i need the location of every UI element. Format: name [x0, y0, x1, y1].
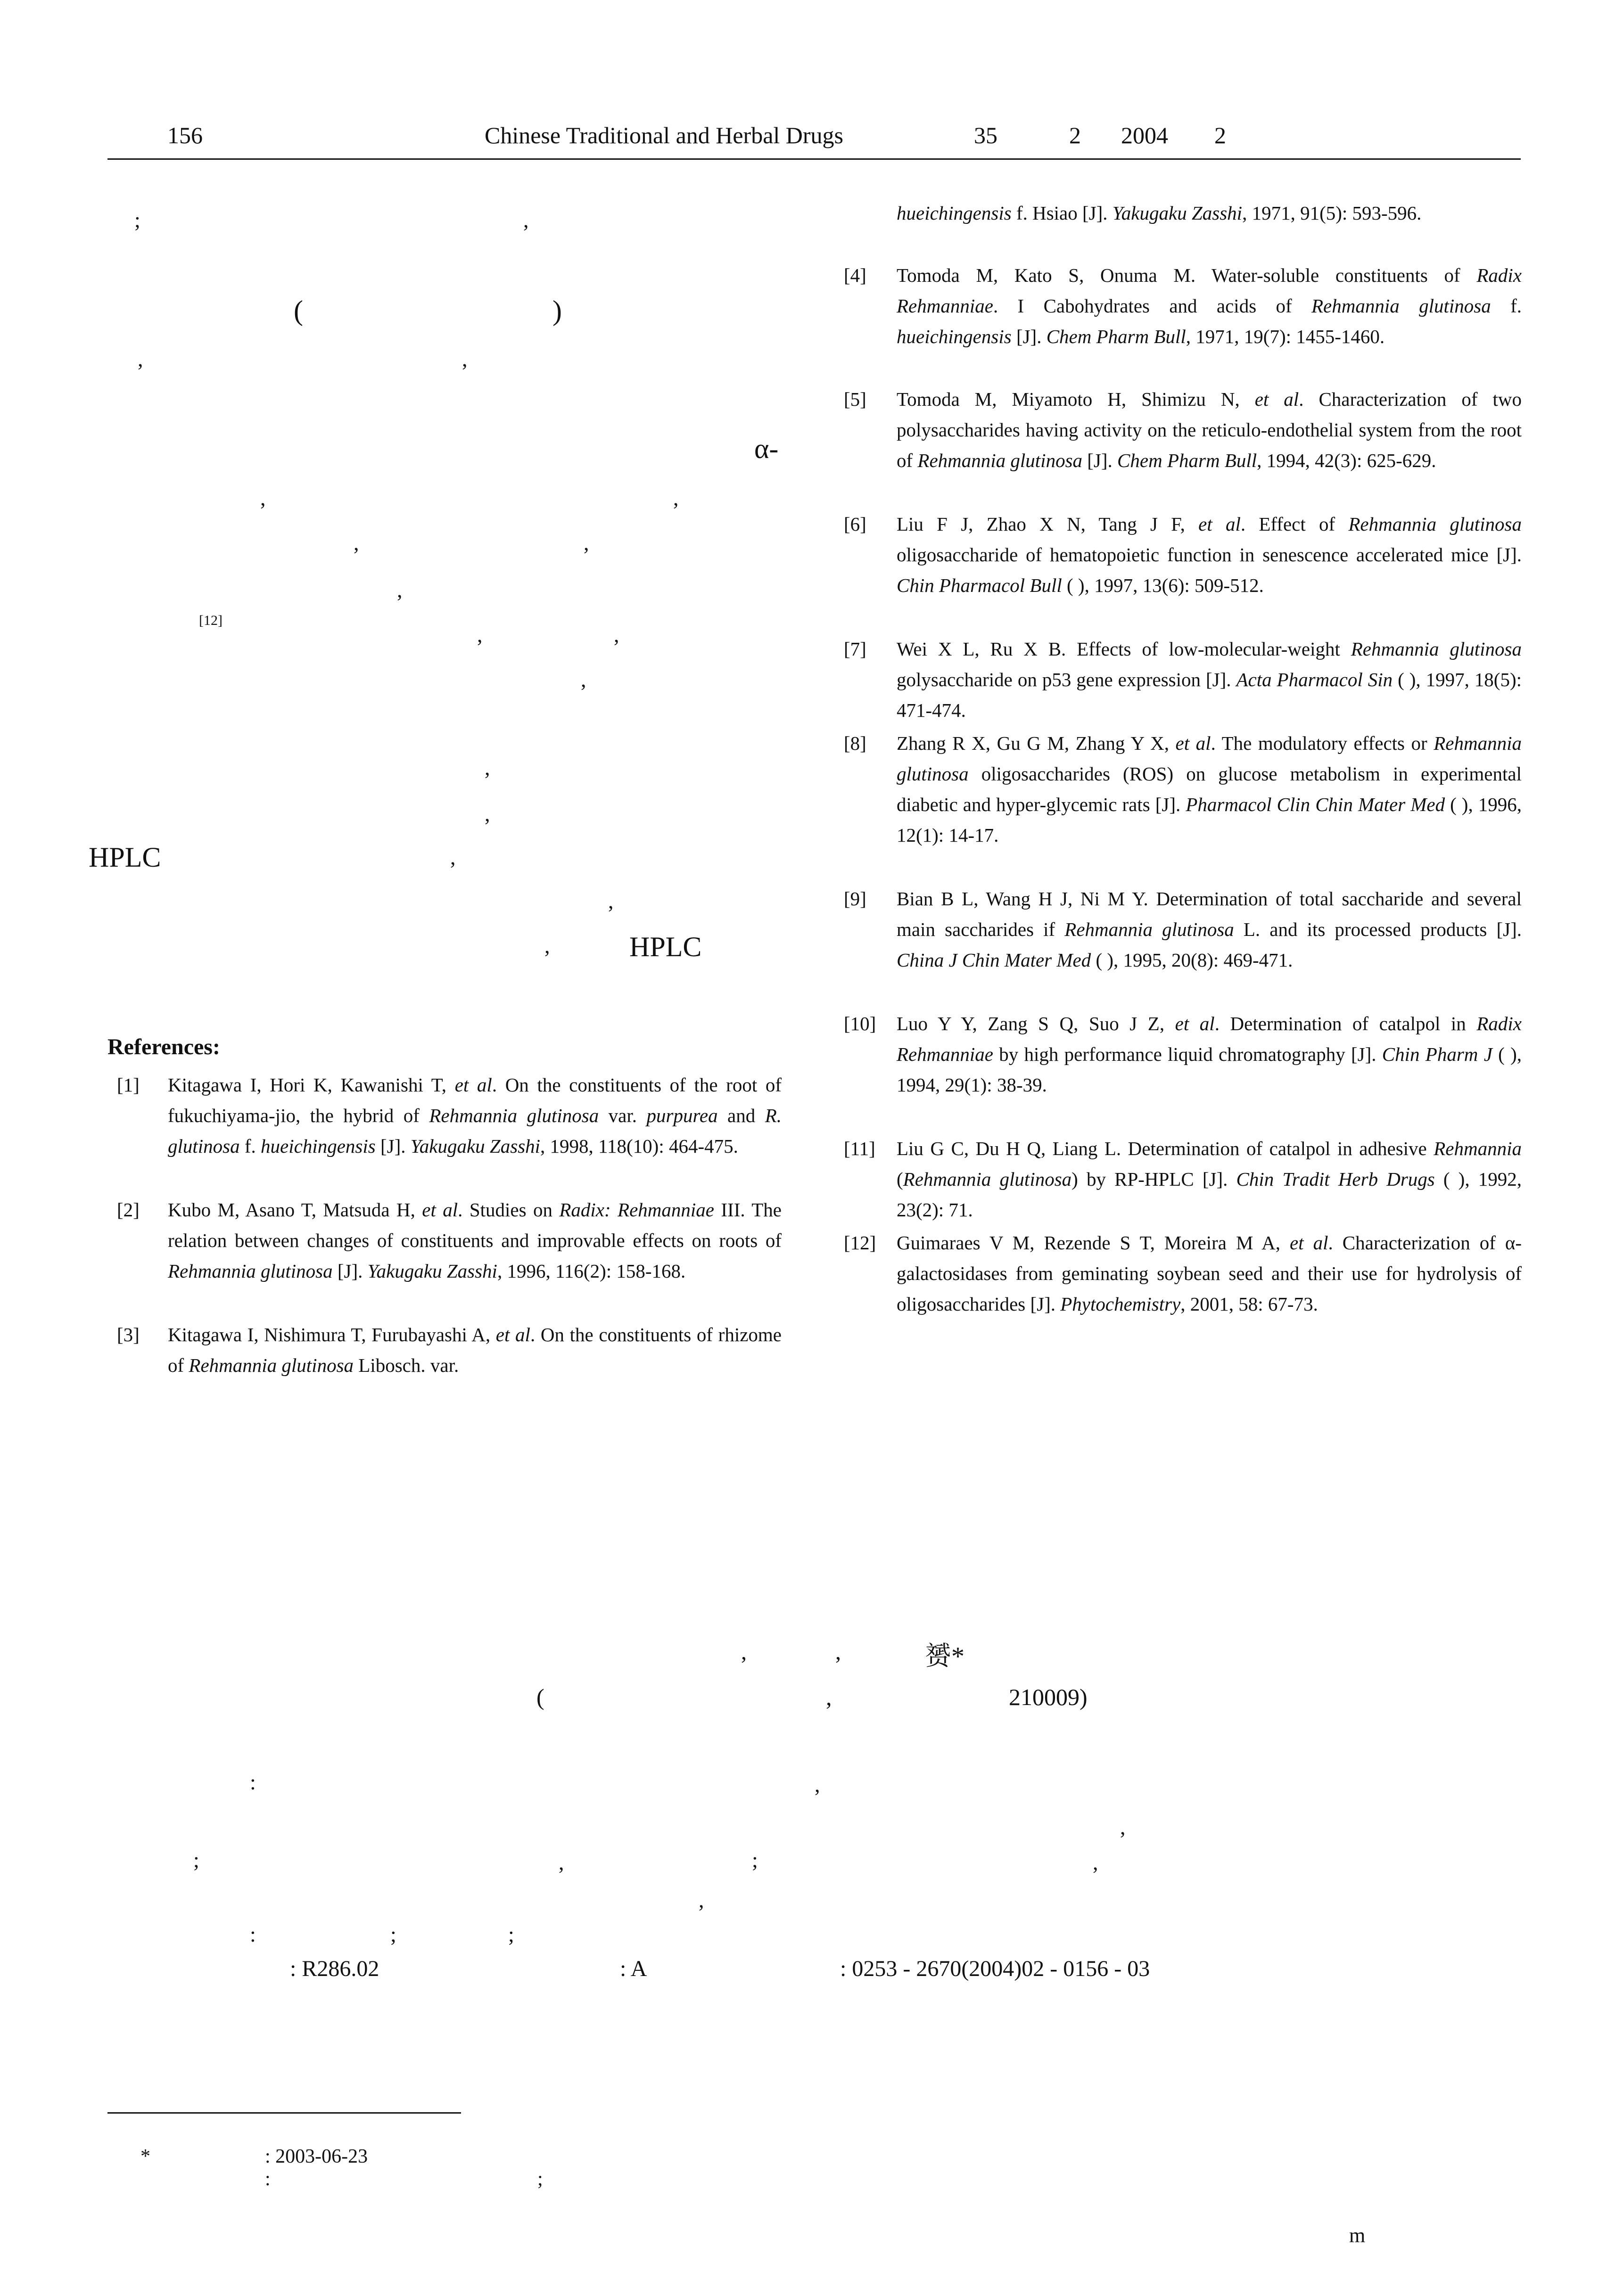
keywords-separator: ; [390, 1922, 396, 1946]
body-punct: , [523, 208, 529, 232]
reference-number: [5] [844, 388, 866, 410]
footnote-colon: : [265, 2168, 271, 2190]
reference-item [844, 1228, 1522, 1320]
references-heading: References: [107, 1034, 220, 1059]
reference-item [117, 1070, 782, 1162]
abstract-punct: , [699, 1888, 704, 1912]
reference-text: Guimaraes V M, Rezende S T, Moreira M A, et al. Characterization of α-galactosidases from geminating soybean seed and their use for hydrolysis of oligosaccharides [J]. Phytochemistry, 2001, 58: 67-73. [897, 1232, 1522, 1315]
body-punct: ; [134, 208, 140, 232]
body-punct: , [397, 578, 403, 602]
abstract-punct: ; [193, 1848, 199, 1872]
reference-number: [10] [844, 1013, 876, 1034]
reference-text: Tomoda M, Kato S, Onuma M. Water-soluble constituents of Radix Rehmanniae. I Cabohydrates and acids of Rehmannia glutinosa f. hueichingensis [J]. Chem Pharm Bull, 1971, 19(7): 1455-1460. [897, 264, 1522, 347]
corner-mark: m [1349, 2224, 1366, 2247]
document-code: : A [620, 1956, 647, 1981]
author-name-fragment: 赟* [925, 1642, 964, 1671]
abstract-punct: , [1120, 1815, 1126, 1839]
issue-number: 2 [1069, 122, 1081, 148]
reference-number: [4] [844, 264, 866, 286]
footnote-star: * [140, 2146, 150, 2167]
received-date: : 2003-06-23 [265, 2146, 368, 2167]
body-punct: ) [552, 295, 562, 326]
body-punct: ( [294, 295, 303, 326]
year: 2004 [1121, 122, 1168, 148]
reference-text: Bian B L, Wang H J, Ni M Y. Determination of total saccharide and several main saccharides if Rehmannia glutinosa L. and its processed products [J]. China J Chin Mater Med ( ), 1995, 20(8): 469-471. [897, 888, 1522, 971]
affiliation-separator: , [826, 1684, 832, 1710]
reference-item [117, 1320, 782, 1381]
reference-text: Wei X L, Ru X B. Effects of low-molecular-weight Rehmannia glutinosa golysaccharide on p53 gene expression [J]. Acta Pharmacol Sin ( ), 1997, 18(5): 471-474. [897, 638, 1522, 721]
reference-number: [3] [117, 1324, 140, 1345]
author-separator: , [835, 1640, 841, 1665]
keywords-separator: ; [508, 1922, 514, 1946]
month: 2 [1214, 122, 1226, 148]
body-punct: , [450, 845, 456, 869]
reference-number: [9] [844, 888, 866, 910]
reference-item [844, 728, 1522, 851]
journal-title: Chinese Traditional and Herbal Drugs [485, 122, 844, 148]
classification-number: : R286.02 [290, 1956, 379, 1981]
body-punct: , [608, 889, 614, 913]
reference-number: [6] [844, 513, 866, 535]
reference-text: Kitagawa I, Nishimura T, Furubayashi A, et al. On the constituents of rhizome of Rehmannia glutinosa Libosch. var. [168, 1324, 782, 1376]
reference-text: Liu F J, Zhao X N, Tang J F, et al. Effect of Rehmannia glutinosa oligosaccharide of hematopoietic function in senescence accelerated mice [J]. Chin Pharmacol Bull ( ), 1997, 13(6): 509-512. [897, 513, 1522, 596]
reference-item [844, 384, 1522, 476]
reference-text: Zhang R X, Gu G M, Zhang Y X, et al. The modulatory effects or Rehmannia glutinosa oligosaccharides (ROS) on glucose metabolism in experimental diabetic and hyper-glycemic rats [J]. Pharmacol Clin Chin Mater Med ( ), 1996, 12(1): 14-17. [897, 732, 1522, 846]
body-punct: , [581, 667, 586, 691]
reference-item [844, 884, 1522, 976]
reference-continuation: hueichingensis f. Hsiao [J]. Yakugaku Zasshi, 1971, 91(5): 593-596. [897, 202, 1422, 224]
alpha-symbol: α- [754, 433, 779, 464]
volume-number: 35 [974, 122, 997, 148]
header-rule [107, 158, 1521, 160]
reference-text: Liu G C, Du H Q, Liang L. Determination of catalpol in adhesive Rehmannia (Rehmannia glutinosa) by RP-HPLC [J]. Chin Tradit Herb Drugs ( ), 1992, 23(2): 71. [897, 1138, 1522, 1221]
body-punct: , [260, 486, 266, 510]
affiliation-postcode: 210009) [1009, 1684, 1088, 1710]
hplc-label: HPLC [629, 931, 702, 962]
body-punct: , [138, 347, 143, 371]
reference-number: [11] [844, 1138, 875, 1159]
author-separator: , [741, 1640, 747, 1665]
abstract-punct: , [559, 1850, 564, 1874]
reference-item [844, 1133, 1522, 1225]
body-punct: , [485, 802, 490, 826]
body-punct: , [544, 934, 550, 958]
body-punct: , [485, 755, 490, 779]
reference-number: [8] [844, 732, 866, 754]
body-punct: , [614, 623, 619, 647]
reference-text: Tomoda M, Miyamoto H, Shimizu N, et al. Characterization of two polysaccharides having activity on the reticulo-endothelial system from the root of Rehmannia glutinosa [J]. Chem Pharm Bull, 1994, 42(3): 625-629. [897, 388, 1522, 471]
reference-text: Kubo M, Asano T, Matsuda H, et al. Studies on Radix: Rehmanniae III. The relation between changes of constituents and improvable effects on roots of Rehmannia glutinosa [J]. Yakugaku Zasshi, 1996, 116(2): 158-168. [168, 1199, 782, 1282]
abstract-punct: ; [752, 1848, 758, 1872]
reference-item [117, 1195, 782, 1287]
hplc-label: HPLC [89, 842, 161, 873]
page-number: 156 [167, 122, 203, 148]
footnote-rule [107, 2112, 461, 2114]
article-id: : 0253 - 2670(2004)02 - 0156 - 03 [840, 1956, 1150, 1981]
abstract-colon: : [250, 1770, 256, 1794]
reference-item [844, 1009, 1522, 1100]
citation-mark: [12] [199, 613, 223, 628]
reference-number: [1] [117, 1074, 140, 1096]
body-punct: , [462, 347, 468, 371]
reference-number: [2] [117, 1199, 140, 1221]
affiliation-open-paren: ( [536, 1684, 544, 1710]
reference-item [844, 634, 1522, 726]
reference-text: Luo Y Y, Zang S Q, Suo J Z, et al. Determination of catalpol in Radix Rehmanniae by high performance liquid chromatography [J]. Chin Pharm J ( ), 1994, 29(1): 38-39. [897, 1013, 1522, 1096]
body-punct: , [354, 531, 359, 555]
body-punct: , [673, 486, 679, 510]
reference-text: Kitagawa I, Hori K, Kawanishi T, et al. On the constituents of the root of fukuchiyama-jio, the hybrid of Rehmannia glutinosa var. purpurea and R. glutinosa f. hueichingensis [J]. Yakugaku Zasshi, 1998, 118(10): 464-475. [168, 1074, 782, 1157]
abstract-punct: , [1093, 1850, 1098, 1874]
footnote-semicolon: ; [537, 2168, 543, 2190]
reference-item [844, 509, 1522, 601]
reference-number: [12] [844, 1232, 876, 1254]
body-punct: , [584, 531, 589, 555]
reference-number: [7] [844, 638, 866, 660]
reference-item [844, 260, 1522, 352]
keywords-colon: : [250, 1922, 256, 1946]
body-punct: , [477, 623, 483, 647]
abstract-punct: , [815, 1772, 820, 1796]
